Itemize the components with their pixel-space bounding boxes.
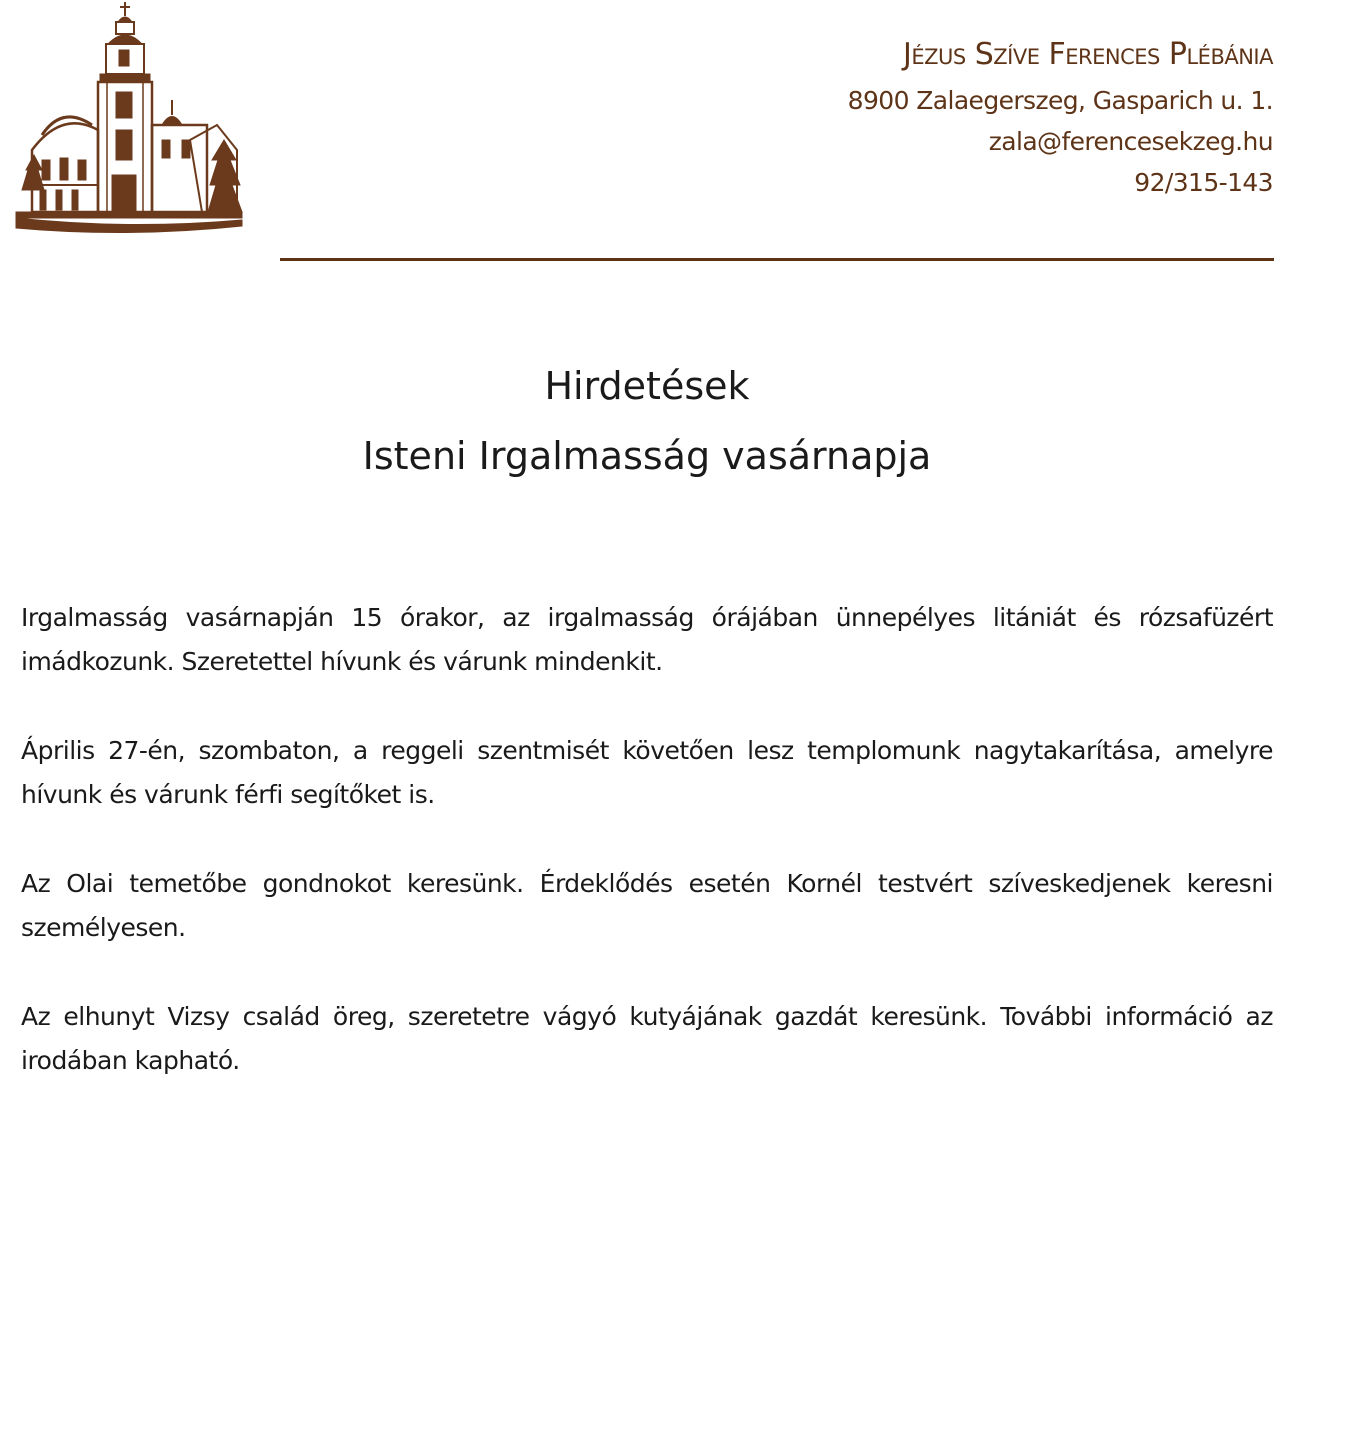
parish-name: Jézus Szíve Ferences Plébánia — [902, 37, 1273, 72]
church-logo-icon — [12, 0, 244, 240]
parish-contact-block — [848, 30, 1273, 203]
parish-phone: 92/315-143 — [1134, 168, 1273, 197]
page-subtitle: Isteni Irgalmasság vasárnapja — [362, 434, 932, 478]
announcement-paragraph: Április 27-én, szombaton, a reggeli szentmisét követően lesz templomunk nagytakarítása, amelyre hívunk és várunk férfi segítőket is. — [21, 736, 1273, 809]
header-divider — [280, 258, 1274, 261]
parish-email[interactable]: zala@ferencesekzeg.hu — [988, 127, 1273, 156]
announcements-list — [21, 596, 1273, 1128]
parish-address: 8900 Zalaegerszeg, Gasparich u. 1. — [847, 86, 1273, 115]
title-block — [0, 362, 1294, 480]
page-title: Hirdetések — [544, 364, 750, 408]
announcement-paragraph: Irgalmasság vasárnapján 15 órakor, az irgalmasság órájában ünnepélyes litániát és rózsafüzért imádkozunk. Szeretettel hívunk és várunk mindenkit. — [21, 603, 1273, 676]
announcement-paragraph: Az Olai temetőbe gondnokot keresünk. Érdeklődés esetén Kornél testvért szíveskedjenek keresni személyesen. — [21, 869, 1273, 942]
announcement-paragraph: Az elhunyt Vizsy család öreg, szeretetre vágyó kutyájának gazdát keresünk. További információ az irodában kapható. — [21, 1002, 1273, 1075]
